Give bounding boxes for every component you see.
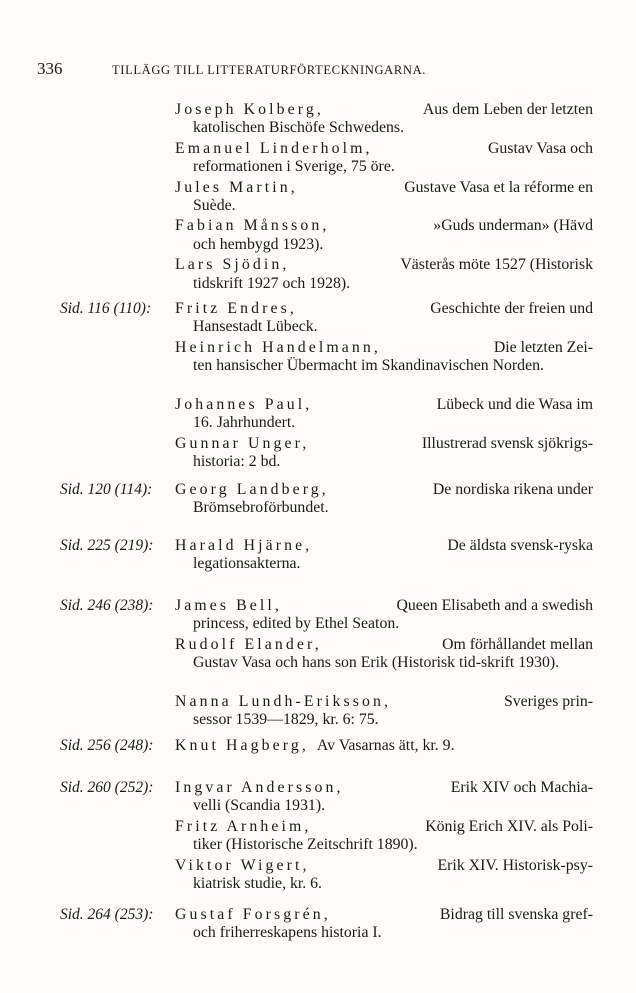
entry-title-start: Av Vasarnas ätt, kr. 9. [316,737,455,754]
bib-entry [175,636,593,673]
bib-entry [175,435,593,472]
author-name: Ingvar Andersson, [175,779,344,796]
page-reference-label: Sid. 264 (253): [60,906,154,923]
entry-title-start: Sveriges prin- [503,693,593,710]
bib-entry [175,737,593,755]
entry-title-continuation: Suède. [193,197,236,214]
author-name: Fabian Månsson, [175,217,330,235]
entry-title-start: Västerås möte 1527 (Historisk [400,256,593,274]
bib-entry [175,818,593,855]
page-reference-label: Sid. 116 (110): [60,300,152,317]
entry-title-continuation: 16. Jahrhundert. [193,414,296,432]
author-name: Joseph Kolberg, [175,101,324,118]
entry-title-continuation: historia: 2 bd. [193,453,281,471]
author-name: Gunnar Unger, [175,434,310,452]
author-name: Lars Sjödin, [175,256,290,274]
entry-title-start: König Erich XIV. als Poli- [425,817,593,835]
entry-title-continuation: tiker (Historische Zeitschrift 1890). [193,836,418,854]
entry-title-start: Erik XIV. Historisk-psy- [437,856,593,874]
author-name: Emanuel Linderholm, [175,139,373,157]
bib-entry [175,300,593,337]
entry-title-start: »Guds underman» (Hävd [433,217,593,235]
bib-entry [175,693,593,730]
page-reference-label: Sid. 260 (252): [60,779,154,796]
entry-title-continuation: reformationen i Sverige, 75 öre. [193,158,395,176]
author-name: Fritz Arnheim, [175,817,312,835]
entry-title-start: Bidrag till svenska gref- [439,906,593,923]
entry-title-start: Geschichte der freien und [430,300,593,317]
bib-entry [175,339,593,376]
author-name: Nanna Lundh-Eriksson, [175,693,392,710]
entry-title-continuation: Hansestadt Lübeck. [193,318,318,336]
page-number: 336 [37,59,63,78]
bib-entry [175,101,593,138]
entry-title-continuation: velli (Scandia 1931). [193,797,326,815]
entry-title-continuation: tidskrift 1927 och 1928). [193,274,351,292]
page-reference-label: Sid. 256 (248): [60,737,154,754]
entry-title-start: De nordiska rikena under [432,481,593,498]
entry-title-start: Aus dem Leben der letzten [422,101,593,118]
entry-title-continuation: kiatrisk studie, kr. 6. [193,875,322,892]
entry-title-continuation: sessor 1539—1829, kr. 6: 75. [193,711,379,729]
entry-title-start: Gustave Vasa et la réforme en [404,178,593,196]
entry-title-start: Die letzten Zei- [493,338,593,356]
bib-entry [175,857,593,894]
entry-title-start: Gustav Vasa och [487,139,593,157]
author-name: Georg Landberg, [175,481,329,498]
entry-title-continuation: ten hansischer Übermacht im Skandinavischen Norden. [193,357,544,375]
bib-entry [175,906,593,943]
author-name: Gustaf Forsgrén, [175,906,331,923]
bib-entry [175,256,593,293]
entry-title-start: Lübeck und die Wasa im [436,396,593,413]
author-name: Johannes Paul, [175,396,313,413]
author-name: Harald Hjärne, [175,537,313,554]
bib-entry [175,217,593,254]
author-name: Viktor Wigert, [175,856,310,874]
bib-entry [175,179,593,216]
running-head: TILLÄGG TILL LITTERATURFÖRTECKNINGARNA. [112,63,427,77]
entry-title-continuation: Gustav Vasa och hans son Erik (Historisk tid-skrift 1930). [193,654,560,672]
page-reference-label: Sid. 225 (219): [60,537,154,554]
author-name: James Bell, [175,597,282,614]
bib-entry [175,779,593,816]
page-header [37,58,606,80]
bib-entry [175,537,593,574]
entry-title-continuation: princess, edited by Ethel Seaton. [193,615,400,633]
entry-title-start: De äldsta svensk-ryska [447,537,593,554]
author-name: Heinrich Handelmann, [175,338,381,356]
entry-title-continuation: katolischen Bischöfe Schwedens. [193,119,405,137]
bib-entry [175,481,593,518]
entry-title-start: Om förhållandet mellan [442,635,593,653]
entry-title-continuation: Brömsebroförbundet. [193,499,329,517]
entry-title-continuation: legationsakterna. [193,555,301,573]
bib-entry [175,396,593,433]
author-name: Rudolf Elander, [175,635,322,653]
author-name: Jules Martin, [175,178,298,196]
bib-entry [175,140,593,177]
page-reference-label: Sid. 120 (114): [60,481,153,498]
author-name: Fritz Endres, [175,300,297,317]
entry-title-start: Illustrerad svensk sjökrigs- [421,434,593,452]
entry-title-start: Queen Elisabeth and a swedish [396,597,593,614]
entry-title-continuation: och friherreskapens historia I. [193,924,382,942]
page-reference-label: Sid. 246 (238): [60,597,154,614]
author-name: Knut Hagberg, [175,737,309,754]
entry-title-continuation: och hembygd 1923). [193,235,324,253]
entry-title-start: Erik XIV och Machia- [450,779,593,796]
bib-entry [175,597,593,634]
